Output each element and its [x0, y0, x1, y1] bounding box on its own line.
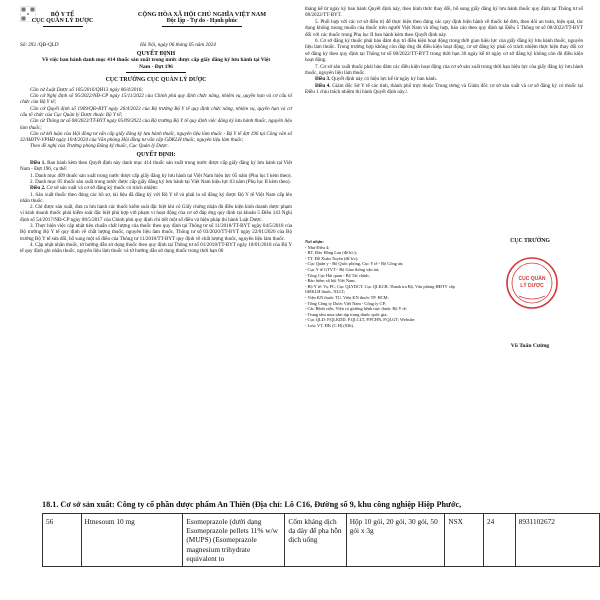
article-paragraph: tháng kể từ ngày ký ban hành Quyết định này, theo hình thức thay đổi, bổ sung giấy đăng ký lưu hành thuốc quy định tại Thông tư số 08/2022/TT-BYT.	[305, 6, 583, 19]
cell-registration-no: 8931102672	[515, 514, 599, 567]
article-paragraph: 2. Danh mục 05 thuốc sản xuất trong nước được cấp giấy đăng ký lưu hành tại Việt Nam hiệu lực 03 năm (Phụ lục II kèm theo).	[30, 178, 291, 185]
recipient-item: - Tổng Công ty Dược Việt Nam - Công ty CP;	[305, 300, 387, 306]
drug-table	[42, 513, 600, 567]
basis-item: Căn cứ Quyết định số 1969/QĐ-BYT ngày 26/4/2023 của Bộ trưởng Bộ Y tế quy định chức năng, nhiệm vụ, quyền hạn và cơ cấu tổ chức của Cục Quản lý Dược thuộc Bộ Y tế;	[20, 105, 292, 118]
recipient-item: - Như Điều 4;	[305, 244, 330, 250]
official-seal-icon	[505, 256, 559, 310]
decision-title: QUYẾT ĐỊNH	[136, 51, 176, 57]
recipient-item: - Bộ Y tế: Vụ PC, Cục QLYDCT, Cục QLKCB, Thanh tra Bộ, Văn phòng HĐTV cấp GĐKLH thuốc, NLLT;	[305, 283, 455, 295]
svg-text:CỤC QUẢN: CỤC QUẢN	[518, 276, 546, 282]
cell-drug-name: Htnesoum 10 mg	[81, 514, 183, 567]
basis-item: Căn cứ kết luận của Hội đồng tư vấn cấp giấy đăng ký lưu hành thuốc, nguyên liệu làm thuốc - Bộ Y tế đợt 196 tại Công văn số 32/HĐTV-VPHĐ ngày 10/4/2024 của Văn phòng Hội đồng tư vấn cấp GĐKLH thuốc, nguyên liệu làm thuốc;	[20, 130, 292, 144]
svg-text:LÝ DƯỢC: LÝ DƯỢC	[520, 283, 544, 289]
article-paragraph: 5. Phối hợp với các cơ sở điều trị để thực hiện theo đúng các quy định hiện hành về thuốc kê đơn, theo dõi an toàn, hiệu quả, tác dụng không mong muốn của thuốc trên người Việt Nam và tổng hợp, báo cáo theo quy định tại Điều 5 Thông tư số 08/2022/TT-BYT đối với các thuốc trong Phụ lục II ban hành kèm theo Quyết định này.	[305, 18, 583, 38]
article-paragraph: 7. Cơ sở sản xuất thuốc phải bảo đảm các điều kiện hoạt động của cơ sở sản xuất trong thời hạn hiệu lực của giấy đăng ký lưu hành thuốc, nguyên liệu làm thuốc.	[305, 63, 583, 77]
article-paragraph: 1. Danh mục 409 thuốc sản xuất trong nước được cấp giấy đăng ký lưu hành tại Việt Nam hiệu lực 05 năm (Phụ lục I kèm theo).	[30, 172, 292, 179]
cell-ingredient: Esomeprazole (dưới dạng Esomeprazole pellets 11% w/w (MUPS) (Esomeprazole magnesium trihydrate equivalent to	[183, 514, 285, 567]
recipient-item: - Bảo hiểm xã hội Việt Nam;	[305, 278, 356, 284]
right-column	[305, 6, 583, 349]
recipient-item: - BT. Đào Hồng Lan (để b/c);	[305, 250, 357, 256]
national-block	[112, 12, 292, 27]
article-paragraph: Điều 3. Quyết định này có hiệu lực kể từ ngày ký ban hành.	[315, 76, 437, 83]
article-paragraph: Điều 1. Ban hành kèm theo Quyết định này danh mục 414 thuốc sản xuất trong nước được cấp giấy đăng ký lưu hành tại Việt Nam - Đợt 196, cụ thể:	[20, 160, 293, 173]
recipient-item: - Cục QLD: P.QLKDD, P.QLCLT, P.PCHN, P.QLGT; Website;	[305, 317, 416, 323]
basis-item: Căn cứ Thông tư số 08/2022/TT-BYT ngày 05/09/2022 của Bộ trưởng Bộ Y tế quy định việc đăng ký lưu hành thuốc, nguyên liệu làm thuốc;	[20, 118, 292, 131]
recipient-item: - Lưu: VT, ĐK (C.H) (02b).	[305, 322, 355, 328]
recipient-item: - Cục Quân y - Bộ Quốc phòng, Cục Y tế - Bộ Công an;	[305, 261, 404, 267]
recipient-item: - Các Bệnh viện, Viện có giường bệnh trực thuộc Bộ Y tế;	[305, 306, 407, 312]
recipients-list	[305, 239, 455, 329]
basis-item: Theo đề nghị của Trưởng phòng Đăng ký thuốc, Cục Quản lý Dược.	[30, 143, 169, 150]
section-heading: 18.1. Cơ sở sản xuất: Công ty cổ phần dược phẩm An Thiên (Địa chỉ: Lô C16, Đường số 9, khu công nghiệp Hiệp Phước,	[42, 500, 462, 509]
article-paragraph: 2. Chỉ được sản xuất, đưa ra lưu hành các thuốc kiểm soát đặc biệt khi có Giấy chứng nhận đủ điều kiện kinh doanh dược phạm vi kinh doanh thuốc phải kiểm soát đặc biệt phù hợp với phạm vi hoạt động của cơ sở đáp ứng quy định tại khoản 5 Điều 143 Nghị định số 54/2017/NĐ-CP ngày 08/5/2017 của Chính phủ quy định chi tiết một số điều và biện pháp thi hành Luật Dược.	[20, 204, 292, 223]
article-paragraph: 4. Cập nhật nhãn thuốc, tờ hướng dẫn sử dụng thuốc theo quy định tại Thông tư số 01/2018/TT-BYT ngày 18/01/2018 của Bộ Y tế quy định ghi nhãn thuốc, nguyên liệu làm thuốc và tờ hướng dẫn sử dụng thuốc trong thời hạn 06	[20, 241, 292, 255]
basis-item: Căn cứ Luật Dược số 105/2016/QH13 ngày 06/4/2016;	[30, 86, 144, 93]
nation-motto: Độc lập - Tự do - Hạnh phúc	[166, 18, 238, 25]
document-header	[20, 6, 292, 50]
cell-shelf-life: 24	[484, 514, 516, 567]
recipients-heading: Nơi nhận:	[305, 239, 324, 244]
recipient-item: - Trung tâm mua sắm tập trung thuốc quốc gia;	[305, 311, 388, 317]
legal-basis	[20, 87, 292, 150]
recipient-item: - Viện KN thuốc TU, Viện KN thuốc TP. HCM;	[305, 294, 389, 300]
articles-left	[20, 160, 292, 254]
agency-block	[20, 12, 105, 27]
cell-dosage-form: Cốm kháng dịch dạ dày để pha hỗn dịch uống	[285, 514, 346, 567]
signature-block	[475, 238, 585, 349]
article-paragraph: 6. Cơ sở đăng ký thuốc phải bảo đảm duy trì điều kiện hoạt động trong thời gian hiệu lực của giấy đăng ký lưu hành thuốc, nguyên liệu làm thuốc. Trong trường hợp không còn đáp ứng đủ điều kiện hoạt động, cơ sở đăng ký phải có trách nhiệm thực hiện thay đổi cơ sở đăng ký theo quy định tại Thông tư số 08/2022/TT-BYT trong thời hạn 30 ngày kể từ ngày cơ sở đăng ký không còn đủ điều kiện hoạt động.	[305, 38, 583, 64]
cell-no: 56	[43, 514, 82, 567]
agency-name: CỤC QUẢN LÝ DƯỢC	[31, 18, 94, 25]
cell-standard: NSX	[445, 514, 484, 567]
article-paragraph: 3. Thực hiện việc cập nhật tiêu chuẩn chất lượng của thuốc theo quy định tại Thông tư số 11/2018/TT-BYT ngày 04/5/2018 của Bộ trưởng Bộ Y tế quy định về chất lượng thuốc, nguyên liệu làm thuốc, Thông tư số 03/2020/TT-BYT ngày 22/01/2020 của Bộ trưởng Bộ Y tế sửa đổi, bổ sung một số điều của Thông tư 11/2018/TT-BYT quy định về chất lượng thuốc, nguyên liệu làm thuốc.	[20, 223, 292, 242]
signer-name: Vũ Tuấn Cường	[510, 343, 550, 349]
document-number: Số: 292 /QĐ-QLD	[20, 42, 59, 48]
ministry-name: BỘ Y TẾ	[50, 12, 75, 18]
recipient-item: - Tổng Cục Hải quan - Bộ Tài chính;	[305, 272, 370, 278]
nation-name: CỘNG HÒA XÃ HỘI CHỦ NGHĨA VIỆT NAM	[137, 11, 267, 18]
left-column	[20, 6, 292, 255]
decides-heading: QUYẾT ĐỊNH:	[136, 151, 176, 158]
place-date: Hà Nội, ngày 06 tháng 05 năm 2024	[140, 42, 216, 48]
table-row	[43, 514, 600, 567]
article-paragraph: Điều 4. Giám đốc Sở Y tế các tỉnh, thành phố trực thuộc Trung ương và Giám đốc cơ sở sản xuất và cơ sở đăng ký có thuốc tại Điều 1 chịu trách nhiệm thi hành Quyết định này./.	[305, 82, 583, 96]
article-paragraph: Điều 2. Cơ sở sản xuất và cơ sở đăng ký thuốc có trách nhiệm:	[30, 185, 159, 192]
drug-table-wrapper	[0, 513, 600, 600]
divider	[126, 72, 186, 73]
signer-position: CỤC TRƯỞNG	[510, 238, 550, 244]
divider	[162, 26, 242, 27]
divider	[43, 26, 83, 27]
cell-packing: Hộp 10 gói, 20 gói, 30 gói, 50 gói x 3g	[346, 514, 445, 567]
basis-item: Căn cứ Nghị định số 95/2022/NĐ-CP ngày 15/11/2022 của Chính phủ quy định chức năng, nhiệm vụ, quyền hạn và cơ cấu tổ chức của Bộ Y tế;	[20, 93, 292, 106]
authority-title: CỤC TRƯỞNG CỤC QUẢN LÝ DƯỢC	[105, 77, 207, 84]
article-paragraph: 1. Sản xuất thuốc theo đúng các hồ sơ, tài liệu đã đăng ký với Bộ Y tế và phải in số đăng ký được Bộ Y tế Việt Nam cấp lên nhãn thuốc.	[20, 191, 292, 204]
recipient-item: - TT. Đỗ Xuân Tuyên (để b/c);	[305, 255, 359, 261]
decision-subject: Về việc ban hành danh mục 414 thuốc sản xuất trong nước được cấp giấy đăng ký lưu hành tại Việt Nam - Đợt 196	[41, 57, 271, 70]
recipient-item: - Cục Y tế GTVT - Bộ Giao thông vận tải;	[305, 266, 380, 272]
